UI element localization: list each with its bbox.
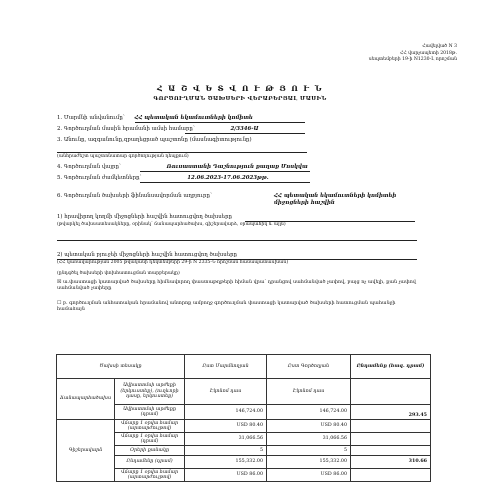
field-dates-label: 5. Գործուղման ժամկետները՝ xyxy=(57,175,142,181)
field-agency-label: 1. Մարմնի անվանումը՝ xyxy=(57,115,125,121)
field-agency xyxy=(57,115,253,121)
row-total xyxy=(351,446,431,456)
row-desc: Ավիատոմսի արժեքի (երկուստեք), (ուղևորի դասը, երկուստեք) xyxy=(115,379,185,405)
table-row xyxy=(57,420,431,433)
item-host-expenses: 1) հրավիրող կողմի միջոցների հաշվին հատուցվող ծախսերը xyxy=(57,214,232,220)
field-order-label: 2. Գործուղման մասին հրամանի ամսի համարը՝ xyxy=(57,126,195,132)
row-total xyxy=(351,420,431,433)
underline xyxy=(185,133,305,134)
row-c1: 146,724.00 xyxy=(185,405,267,420)
row-desc: Ընդամենը (դրամ) xyxy=(115,456,185,469)
row-desc: Վճարը 1 օրվա համար (արտարժույթով) xyxy=(115,420,185,433)
row-desc: Վճարը 1 օրվա համար (դրամ) xyxy=(115,433,185,446)
option-a: ☒ ա.փաստացի կատարված ծախսերը հիմնավորող փաստաթղթերի հիման վրա՝ դրանցով սահմանված չափով, բայց ոչ ավելի, քան չափով սահմանված չափերը xyxy=(57,279,416,292)
field-destination-label: 4. Գործուղման վայրը՝ xyxy=(57,164,121,170)
appendix-line-1: Հավելված N 3 xyxy=(422,44,457,49)
row-c2: Էկոնոմ դաս xyxy=(267,379,351,405)
header-by-body: Ըստ Մարմնողյան xyxy=(185,355,267,379)
underline xyxy=(57,240,417,241)
row-c2: USD 86.00 xyxy=(267,469,351,482)
field-dates xyxy=(57,175,269,181)
row-c2: 155,332.00 xyxy=(267,456,351,469)
row-desc: Օրերի քանակը xyxy=(115,446,185,456)
underline xyxy=(57,152,307,153)
field-funding-label: 6. Գործուղման ծախսերի ֆինանսավորման աղբյուրը՝ xyxy=(57,193,212,199)
underline xyxy=(140,171,310,172)
row-c1: USD 86.00 xyxy=(185,469,267,482)
note-official: (անհրաժեշտ պաշտոնատար գործողության դեպքում) xyxy=(57,154,189,159)
group-travel: Ճանապարհածախս xyxy=(57,379,115,420)
option-b: ☐ բ. գործուղման անհատական հրամանով անտրոք ամբողջ գործուղման փաստացի կատարված ծախսերի հատուցման պահանջի համաձայն xyxy=(57,300,396,313)
row-c1: 155,332.00 xyxy=(185,456,267,469)
item-host-expenses-note: (թվարկել ծախսատեսակները, օրինակ՝ ճանապարհածախս, գիշերավարձ, օրապահիկ և այլն) xyxy=(57,222,286,227)
field-agency-value: ՀՀ պետական եկամուտների կոմիտե xyxy=(134,115,253,121)
row-c2: 31,066.56 xyxy=(267,433,351,446)
report-subtitle: ԳՈՐԾՈՒՂՄԱՆ ԾԱԽՍԵՐԻ ՎԵՐԱԲԵՐՅԱԼ ՄԱՍԻՆ xyxy=(153,96,327,102)
row-total: 310.66 xyxy=(351,456,431,469)
row-desc: Ավիատոմսի արժեքը (դրամ) xyxy=(115,405,185,420)
group-accommodation: Գիշերավարձ xyxy=(57,420,115,482)
header-total: Ընդամենը (հազ. դրամ) xyxy=(351,355,431,379)
underline xyxy=(135,122,305,123)
row-c2: 146,724.00 xyxy=(267,405,351,420)
field-order-value: 2/3346-Ա xyxy=(230,126,259,132)
row-c1: 5 xyxy=(185,446,267,456)
row-total xyxy=(351,379,431,405)
row-total xyxy=(351,433,431,446)
appendix-line-2: ՀՀ վարչապետի 2018թ. xyxy=(400,50,457,56)
field-destination xyxy=(57,164,308,170)
field-dates-value: 12.06.2023-17.06.2023թթ. xyxy=(187,175,269,181)
header-by-traveler: Ըստ Գործողյան xyxy=(267,355,351,379)
item-budget-expenses: 2) պետական բյուջեի միջոցների հաշվին հատուցվող ծախսերը xyxy=(57,252,237,258)
row-c1: Էկոնոմ դաս xyxy=(185,379,267,405)
row-desc: Վճարը 1 օրվա համար (արտարժույթով) xyxy=(115,469,185,482)
row-c2: 5 xyxy=(267,446,351,456)
header-expense-type: Ծախսի տեսակը xyxy=(57,355,185,379)
field-funding-value: ՀՀ պետական եկամուտների կոմիտեի միջոցների հաշվին xyxy=(274,193,397,206)
field-order-number xyxy=(57,126,259,132)
table-row xyxy=(57,379,431,405)
item-budget-note: (ընդգծել ծախսերի փոխհատուցման տարբերակը) xyxy=(57,271,180,276)
report-title: Հ Ա Շ Վ Ե Տ Վ Ո Ւ Թ Յ Ո Ւ Ն xyxy=(156,84,324,93)
appendix-line-3: սեպտեմբերի 19-ի N1230-Լ որոշման xyxy=(368,57,457,63)
row-c1: 31,066.56 xyxy=(185,433,267,446)
item-budget-expenses-sub: (ՀՀ կառավարության 2005 թվականի դեկտեմբերի 29-ի N 2335-Ն որոշման համապատասխան) xyxy=(57,260,289,265)
field-funding xyxy=(57,193,212,199)
field-name-position xyxy=(57,137,252,143)
appendix-note xyxy=(369,44,457,64)
table-header-row xyxy=(57,355,431,379)
field-destination-value: Ռուսաստանի Դաշնություն քաղաք Մոսկվա xyxy=(166,164,308,170)
field-name-label: 3. Անունը, ազգանունը,զբաղեցրած պաշտոնը (մասնագիտությունը) xyxy=(57,137,252,143)
expense-table xyxy=(56,354,431,482)
row-c2: USD 80.40 xyxy=(267,420,351,433)
underline xyxy=(140,182,310,183)
row-total: 293.45 xyxy=(351,405,431,420)
row-c1: USD 80.40 xyxy=(185,420,267,433)
